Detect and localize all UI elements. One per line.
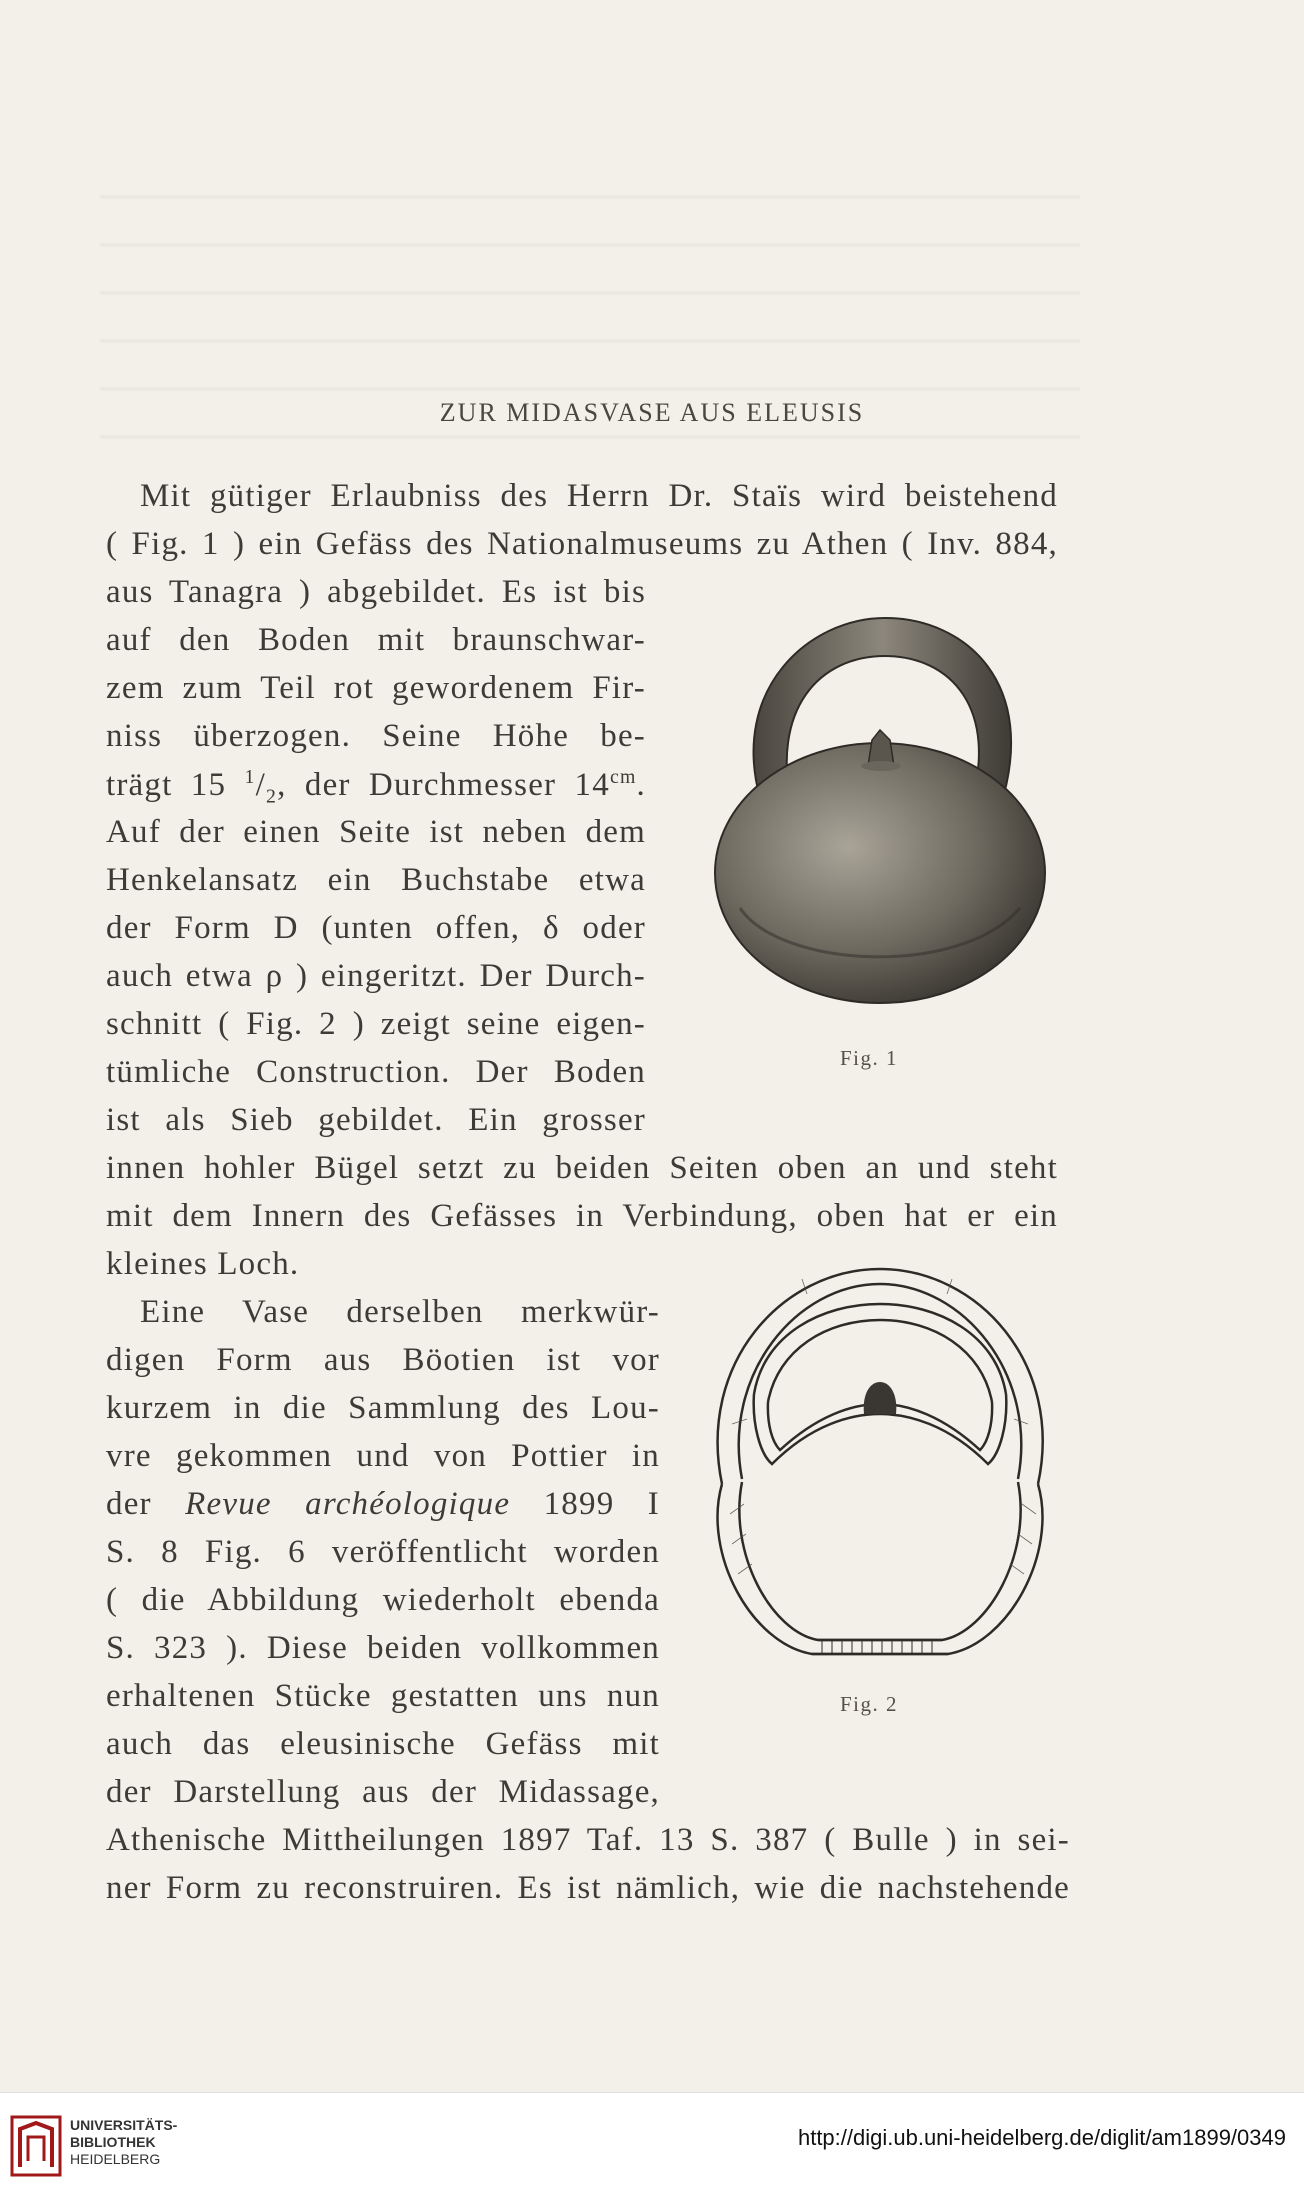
library-name-line: HEIDELBERG [70,2151,161,2167]
text-fragment: . [636,767,646,803]
text-line: der Darstellung aus der Midassage, [106,1774,660,1810]
figure-2-caption: Fig. 2 [840,1692,899,1716]
university-library-logo [10,2115,62,2177]
article-title: ZUR MIDASVASE AUS ELEUSIS [439,398,865,427]
library-footer [0,2092,1304,2195]
text-line: Henkelansatz ein Buchstabe etwa [106,862,646,898]
text-line: Mit gütiger Erlaubniss des Herrn Dr. Staïs wird beistehend [140,478,1058,514]
figure-2-cross-section [692,1254,1068,1674]
text-line: kurzem in die Sammlung des Lou- [106,1390,660,1426]
library-name [70,2117,177,2168]
text-line: ner Form zu reconstruiren. Es ist nämlich, wie die nachstehende [106,1870,1070,1906]
library-logo-icon [10,2115,62,2177]
text-line: vre gekommen und von Pottier in [106,1438,660,1474]
text-fragment: der [106,1486,186,1522]
text-line [106,1486,660,1523]
text-line: schnitt ( Fig. 2 ) zeigt seine eigen- [106,1006,646,1042]
text-line: Eine Vase derselben merkwür- [140,1294,660,1330]
text-line: innen hohler Bügel setzt zu beiden Seiten oben an und steht [106,1150,1058,1186]
text-line: trägt 15 $^1/_2$, der Durchmesser $14^{cm}$. [106,766,646,808]
text-line: zem zum Teil rot gewordenem Fir- [106,670,646,706]
text-line: ( die Abbildung wiederholt ebenda [106,1582,660,1618]
text-line: ( Fig. 1 ) ein Gefäss des Nationalmuseums zu Athen ( Inv. 884, [106,526,1058,562]
cross-section-diagram [692,1254,1068,1674]
text-line: ist als Sieb gebildet. Ein grosser [106,1102,646,1138]
library-name-line: BIBLIOTHEK [70,2134,156,2150]
text-fragment: , der Durchmesser 14 [277,767,610,803]
text-line: digen Form aus Böotien ist vor [106,1342,660,1378]
text-fragment: 1899 I [510,1486,660,1522]
unit-superscript: cm [609,766,637,788]
text-line: kleines Loch. [106,1246,300,1282]
fraction-numerator: 1 [244,766,256,788]
text-line: tümliche Construction. Der Boden [106,1054,646,1090]
text-line: mit dem Innern des Gefässes in Verbindung, oben hat er ein [106,1198,1058,1234]
text-line: auch das eleusinische Gefäss mit [106,1726,660,1762]
text-line: aus Tanagra ) abgebildet. Es ist bis [106,574,646,610]
vase-illustration [700,608,1060,1008]
text-fragment: trägt 15 [106,767,227,803]
text-line: auf den Boden mit braunschwar- [106,622,646,658]
fraction-denominator: 2 [266,785,278,808]
text-line: niss überzogen. Seine Höhe be- [106,718,646,754]
figure-1-caption: Fig. 1 [840,1046,899,1070]
text-line: Athenische Mittheilungen 1897 Taf. 13 S. 387 ( Bulle ) in sei- [106,1822,1070,1858]
text-line: Auf der einen Seite ist neben dem [106,814,646,850]
text-line: S. 323 ). Diese beiden vollkommen [106,1630,660,1666]
figure-1-vase-image [700,608,1060,1008]
text-line: der Form D (unten offen, δ oder [106,910,646,946]
library-name-line: UNIVERSITÄTS- [70,2117,178,2133]
text-line: S. 8 Fig. 6 veröffentlicht worden [106,1534,660,1570]
text-line: erhaltenen Stücke gestatten uns nun [106,1678,660,1714]
source-url-link[interactable]: http://digi.ub.uni-heidelberg.de/diglit/am1899/0349 [797,2125,1286,2150]
journal-title: Revue archéologique [185,1486,511,1522]
text-line: auch etwa ρ ) eingeritzt. Der Durch- [106,958,646,994]
